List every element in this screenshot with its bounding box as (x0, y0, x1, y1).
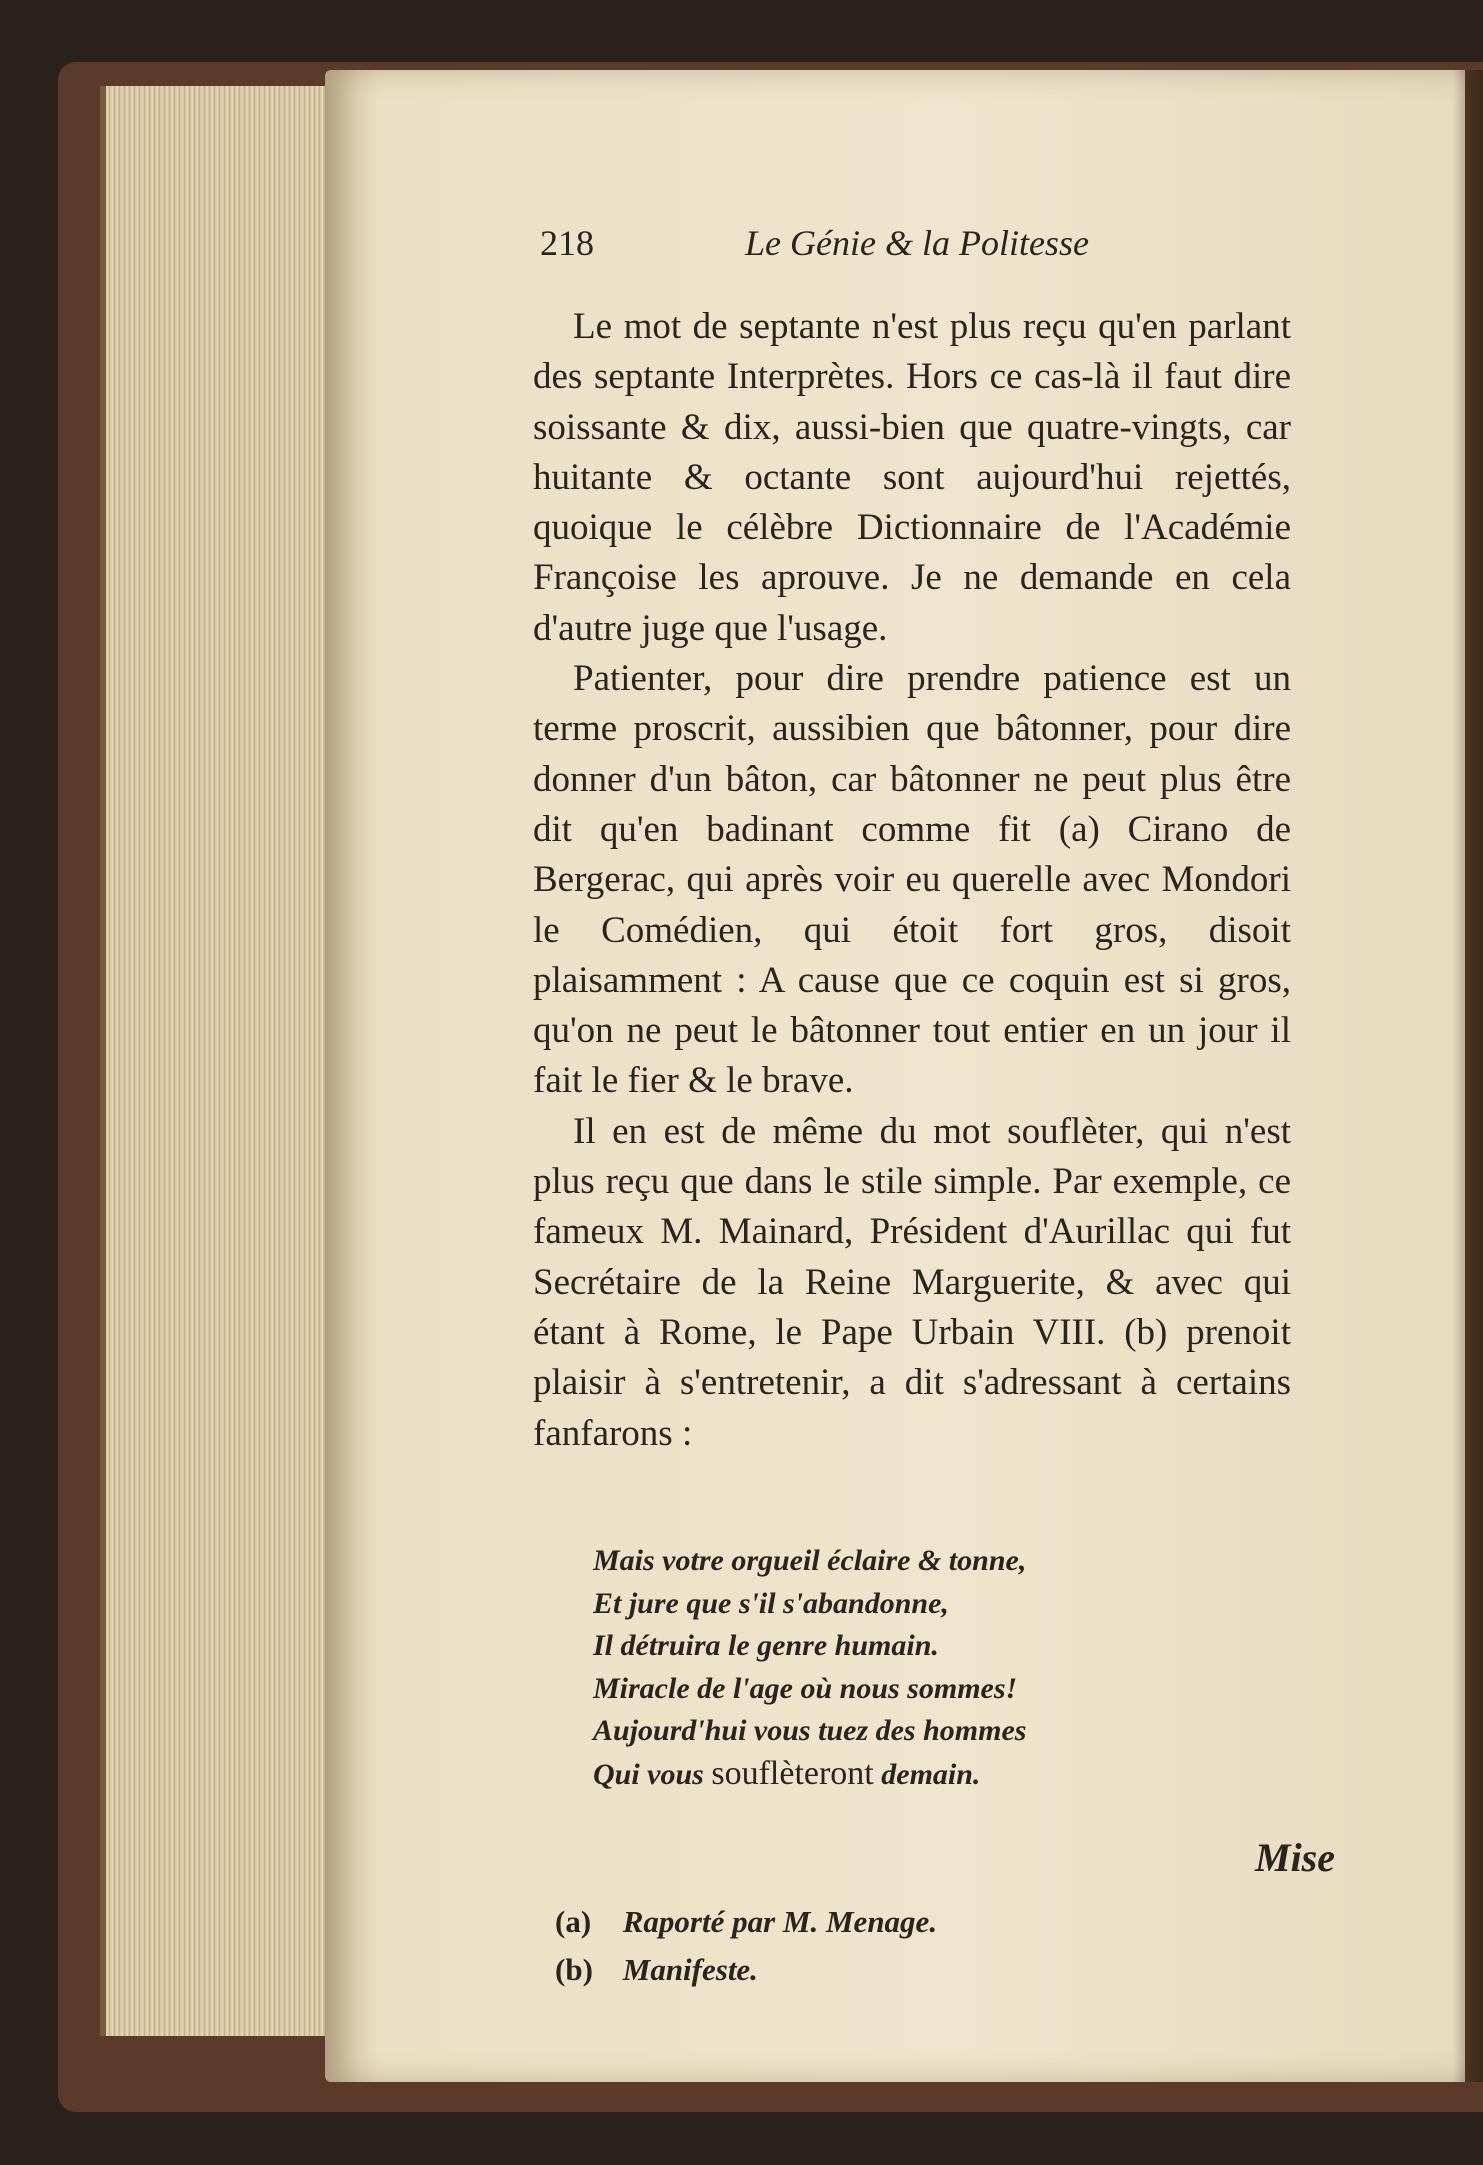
paragraph: Le mot de septante n'est plus reçu qu'en parlant des septante Interprètes. Hors ce cas-là il faut dire soissante & dix, aussi-bien que quatre-vingts, car huitante & octante sont aujourd'hui rejettés, quoique le célèbre Dictionnaire de l'Académie Françoise les aprouve. Je ne demande en cela d'autre juge que l'usage. (533, 306, 1291, 649)
verse-line-roman: souflèteront (711, 1754, 874, 1792)
verse-line: Et jure que s'il s'abandonne, (593, 1586, 949, 1620)
verse-line-end: demain. (881, 1757, 981, 1791)
verse-line: Mais votre orgueil éclaire & tonne, (593, 1544, 1027, 1577)
footnote-marker: (a) (555, 1904, 592, 1939)
gutter-shadow (1453, 70, 1483, 2082)
page-edges (100, 86, 346, 2036)
book-page (325, 70, 1465, 2082)
footnote-text: Raporté par M. Menage. (622, 1904, 938, 1939)
catchword: Mise (1255, 1835, 1335, 1880)
footnotes (555, 1898, 1195, 1994)
paragraph: Patienter, pour dire prendre patience est un terme proscrit, aussibien que bâtonner, pour dire donner d'un bâton, car bâtonner ne peut plus être dit qu'en badinant comme fit (a) Cirano de Bergerac, qui après voir eu querelle avec Mondori le Comédien, qui étoit fort gros, disoit plaisamment : A cause que ce coquin est si gros, qu'on ne peut le bâtonner tout entier en un jour il fait le fier & le brave. (533, 658, 1291, 1102)
verse-line (593, 1753, 1213, 1797)
running-title: Le Génie & la Politesse (745, 223, 1089, 263)
verse-line-start: Qui vous (593, 1757, 704, 1791)
footnote-text: Manifeste. (622, 1952, 758, 1987)
body-text (533, 302, 1291, 1459)
footnote (555, 1898, 1195, 1946)
page-number: 218 (540, 223, 594, 263)
verse-line: Aujourd'hui vous tuez des hommes (593, 1714, 1027, 1747)
verse-line: Miracle de l'age où nous sommes! (593, 1671, 1018, 1705)
verse-quote (593, 1540, 1213, 1796)
footnote-marker: (b) (555, 1952, 593, 1987)
page-header (540, 222, 1300, 278)
footnote (555, 1946, 1195, 1994)
paragraph: Il en est de même du mot souflèter, qui n'est plus reçu que dans le stile simple. Par exemple, ce fameux M. Mainard, Président d'Aurillac qui fut Secrétaire de la Reine Marguerite, & avec qui étant à Rome, le Pape Urbain VIII. (b) prenoit plaisir à s'entretenir, a dit s'adressant à certains fanfarons : (533, 1110, 1291, 1454)
verse-line: Il détruira le genre humain. (593, 1629, 939, 1662)
